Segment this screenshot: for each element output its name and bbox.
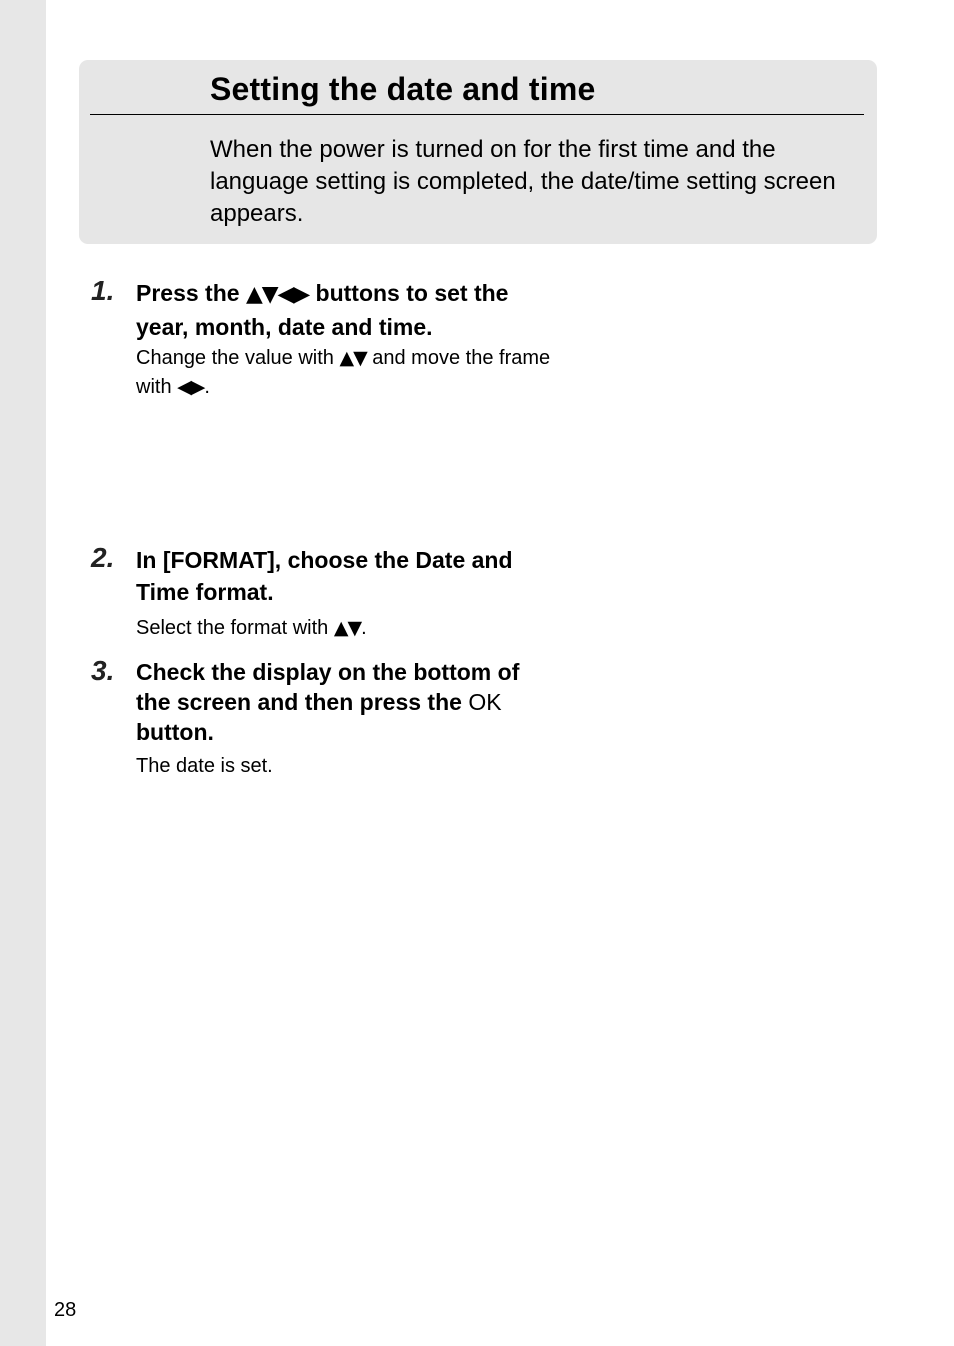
step-1-note-part3: . [204, 376, 210, 398]
step-1-note-part1: Change the value with [136, 347, 340, 369]
step-1-title-start: Press the [136, 280, 246, 306]
step-2-note-part2: . [361, 617, 367, 639]
up-down-arrow-icon: ▲▼ [339, 347, 367, 369]
step-3-note: The date is set. [136, 755, 273, 777]
ok-button-icon: OK [468, 689, 502, 715]
step-1-title-end: buttons to set the year, month, date and time. [136, 280, 509, 340]
step-1-title [136, 277, 566, 343]
step-2-title: In [FORMAT], choose the Date and Time format. [136, 547, 513, 605]
arrow-buttons-icon: ▲▼◀▶ [245, 282, 310, 307]
step-3-number: 3. [91, 655, 115, 686]
step-2-note [136, 614, 556, 643]
intro-text: When the power is turned on for the first time and the language setting is completed, the date/time setting screen appears. [210, 136, 836, 227]
page-margin-strip [0, 0, 46, 1346]
step-1-number: 1. [91, 275, 115, 306]
step-3-title-end: button. [136, 719, 214, 745]
step-1-note [136, 344, 556, 402]
step-2-number: 2. [91, 542, 115, 573]
section-title: Setting the date and time [210, 71, 596, 107]
page-number: 28 [54, 1299, 77, 1321]
up-down-arrow-icon: ▲▼ [333, 617, 362, 639]
step-1-note-part2: and move the frame with [136, 347, 551, 398]
step-3-title [136, 657, 556, 747]
step-2-note-part1: Select the format with [136, 617, 334, 639]
step-3-title-start: Check the display on the bottom of the screen and then press the [136, 659, 520, 715]
left-right-arrow-icon: ◀▶ [177, 376, 205, 398]
title-divider [90, 114, 864, 115]
